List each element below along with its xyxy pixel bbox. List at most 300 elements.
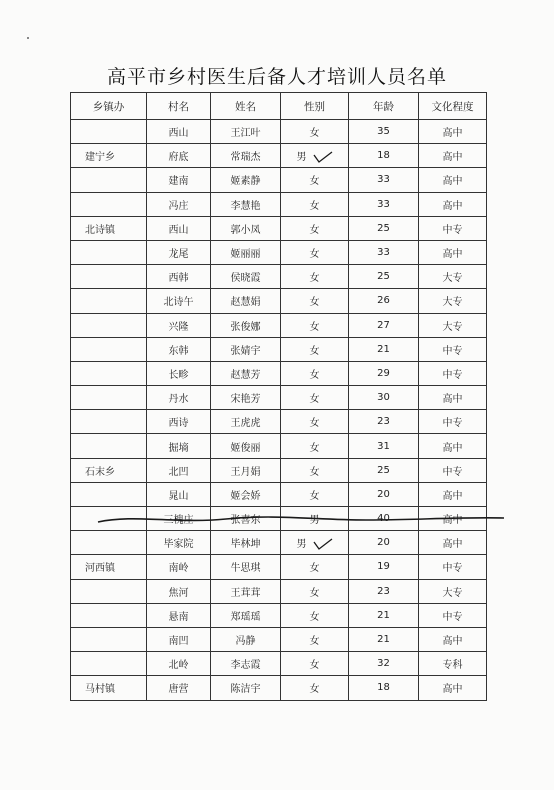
table-row: [71, 289, 487, 313]
table-row: [71, 386, 487, 410]
cell-village: [147, 144, 211, 168]
cell-education-text: 中专: [442, 369, 463, 381]
cell-name: [211, 337, 281, 361]
cell-gender: [281, 555, 349, 579]
cell-village-text: 北岭: [168, 660, 189, 672]
cell-village: [147, 337, 211, 361]
cell-age-text: 23: [377, 585, 390, 597]
cell-gender: [281, 482, 349, 506]
cell-education-text: 中专: [442, 345, 463, 357]
cell-age: [349, 652, 419, 676]
cell-gender: [281, 603, 349, 627]
cell-age-text: 26: [377, 295, 390, 307]
cell-gender-text: 女: [309, 249, 320, 261]
cell-name: [211, 216, 281, 240]
cell-education: [419, 361, 487, 385]
cell-education-text: 高中: [442, 636, 463, 648]
cell-age-text: 31: [377, 440, 390, 452]
cell-gender-text: 男: [296, 539, 307, 551]
cell-village-text: 长畛: [168, 369, 189, 381]
cell-age-text: 21: [377, 343, 390, 355]
table-row: [71, 434, 487, 458]
cell-township: [71, 482, 147, 506]
table-row: [71, 579, 487, 603]
cell-education-text: 中专: [442, 611, 463, 623]
cell-township: [71, 579, 147, 603]
cell-age: [349, 289, 419, 313]
cell-village: [147, 531, 211, 555]
roster-table: [70, 92, 487, 701]
cell-age-text: 20: [377, 537, 390, 549]
cell-township: [71, 240, 147, 264]
cell-township-text: 马村镇: [85, 684, 115, 696]
cell-gender: [281, 652, 349, 676]
col-header-name: 姓名: [211, 93, 281, 120]
table-row: [71, 603, 487, 627]
cell-village: [147, 216, 211, 240]
cell-township: [71, 337, 147, 361]
cell-age: [349, 579, 419, 603]
cell-gender-text: 女: [309, 466, 320, 478]
cell-gender-text: 男: [309, 515, 320, 527]
table-body: [71, 120, 487, 701]
cell-gender-text: 女: [309, 394, 320, 406]
handwritten-check-icon: [313, 538, 333, 550]
cell-education: [419, 337, 487, 361]
cell-gender: [281, 313, 349, 337]
cell-name-text: 张俊娜: [230, 321, 261, 333]
cell-name-text: 姬会娇: [230, 490, 261, 502]
cell-name: [211, 410, 281, 434]
cell-name-text: 牛思琪: [230, 563, 261, 575]
table-row: [71, 337, 487, 361]
cell-name-text: 王茸茸: [230, 587, 261, 599]
col-header-education: 文化程度: [419, 93, 487, 120]
header-row: [71, 93, 487, 120]
table-row: [71, 627, 487, 651]
cell-village-text: 北凹: [168, 466, 189, 478]
cell-gender: [281, 265, 349, 289]
cell-name: [211, 579, 281, 603]
cell-education: [419, 240, 487, 264]
col-header-age: 年龄: [349, 93, 419, 120]
cell-gender: [281, 192, 349, 216]
cell-gender-text: 女: [309, 345, 320, 357]
cell-village-text: 悬南: [168, 611, 189, 623]
cell-township: [71, 192, 147, 216]
cell-gender-text: 女: [309, 587, 320, 599]
cell-age: [349, 240, 419, 264]
cell-village-text: 龙尾: [168, 249, 189, 261]
cell-name: [211, 652, 281, 676]
cell-township: [71, 265, 147, 289]
cell-township: [71, 676, 147, 700]
cell-age: [349, 313, 419, 337]
cell-name-text: 赵慧芳: [230, 369, 261, 381]
cell-age: [349, 168, 419, 192]
cell-name: [211, 120, 281, 144]
scan-speck: [27, 37, 29, 39]
cell-education: [419, 313, 487, 337]
cell-gender-text: 女: [309, 418, 320, 430]
cell-township: [71, 386, 147, 410]
cell-name: [211, 458, 281, 482]
cell-name: [211, 361, 281, 385]
cell-gender: [281, 579, 349, 603]
cell-education: [419, 410, 487, 434]
cell-village: [147, 652, 211, 676]
cell-township: [71, 216, 147, 240]
cell-gender-text: 女: [309, 321, 320, 333]
cell-village-text: 府底: [168, 152, 189, 164]
cell-township: [71, 313, 147, 337]
cell-education: [419, 192, 487, 216]
cell-education: [419, 144, 487, 168]
cell-village-text: 三槐庄: [163, 515, 194, 527]
cell-township: [71, 289, 147, 313]
cell-village: [147, 313, 211, 337]
cell-gender: [281, 289, 349, 313]
cell-village: [147, 240, 211, 264]
cell-village-text: 毕家院: [163, 539, 194, 551]
cell-township: [71, 555, 147, 579]
cell-village-text: 西山: [168, 128, 189, 140]
cell-gender-text: 女: [309, 224, 320, 236]
cell-name-text: 常瑞杰: [230, 152, 261, 164]
cell-education: [419, 652, 487, 676]
cell-name-text: 王虎虎: [230, 418, 261, 430]
cell-name-text: 侯晓霞: [230, 273, 261, 285]
cell-name-text: 冯静: [235, 636, 256, 648]
cell-township: [71, 531, 147, 555]
cell-age: [349, 603, 419, 627]
cell-age: [349, 120, 419, 144]
cell-education: [419, 603, 487, 627]
cell-name-text: 张喜东: [230, 515, 261, 527]
col-header-township: 乡镇办: [71, 93, 147, 120]
cell-village: [147, 555, 211, 579]
cell-gender-text: 女: [309, 684, 320, 696]
cell-name-text: 郭小凤: [230, 224, 261, 236]
cell-village-text: 建南: [168, 176, 189, 188]
cell-village: [147, 168, 211, 192]
cell-gender-text: 女: [309, 200, 320, 212]
cell-age: [349, 482, 419, 506]
cell-education: [419, 289, 487, 313]
cell-age: [349, 144, 419, 168]
cell-name: [211, 555, 281, 579]
cell-township: [71, 120, 147, 144]
handwritten-strikethrough: [96, 508, 506, 530]
cell-education-text: 高中: [442, 128, 463, 140]
cell-name: [211, 627, 281, 651]
cell-name: [211, 168, 281, 192]
cell-education-text: 高中: [442, 394, 463, 406]
cell-age-text: 18: [377, 682, 390, 694]
cell-age: [349, 337, 419, 361]
cell-age-text: 32: [377, 658, 390, 670]
cell-township: [71, 144, 147, 168]
cell-education: [419, 482, 487, 506]
cell-education-text: 大专: [442, 297, 463, 309]
cell-education: [419, 434, 487, 458]
cell-education: [419, 216, 487, 240]
cell-age: [349, 361, 419, 385]
cell-education-text: 中专: [442, 563, 463, 575]
cell-township: [71, 458, 147, 482]
cell-village-text: 东韩: [168, 345, 189, 357]
cell-village-text: 兴隆: [168, 321, 189, 333]
cell-age-text: 25: [377, 222, 390, 234]
cell-education-text: 高中: [442, 442, 463, 454]
cell-village-text: 丹水: [168, 394, 189, 406]
cell-village: [147, 361, 211, 385]
cell-township-text: 河西镇: [85, 563, 115, 575]
cell-age: [349, 676, 419, 700]
cell-education-text: 中专: [442, 466, 463, 478]
cell-gender-text: 女: [309, 273, 320, 285]
cell-age: [349, 410, 419, 434]
cell-name-text: 王月娟: [230, 466, 261, 478]
cell-township: [71, 652, 147, 676]
cell-gender-text: 女: [309, 563, 320, 575]
cell-age-text: 21: [377, 609, 390, 621]
cell-village-text: 西韩: [168, 273, 189, 285]
cell-gender: [281, 531, 349, 555]
table-row: [71, 482, 487, 506]
cell-name-text: 毕林坤: [230, 539, 261, 551]
cell-name: [211, 192, 281, 216]
cell-education-text: 大专: [442, 587, 463, 599]
cell-village: [147, 289, 211, 313]
cell-age: [349, 192, 419, 216]
table-row: [71, 168, 487, 192]
cell-education: [419, 627, 487, 651]
cell-village: [147, 192, 211, 216]
cell-gender: [281, 361, 349, 385]
cell-village-text: 西诗: [168, 418, 189, 430]
table-row: [71, 652, 487, 676]
cell-age-text: 25: [377, 271, 390, 283]
cell-township: [71, 361, 147, 385]
cell-village: [147, 434, 211, 458]
cell-village: [147, 482, 211, 506]
cell-gender: [281, 120, 349, 144]
cell-age: [349, 458, 419, 482]
cell-name: [211, 482, 281, 506]
table-row: [71, 555, 487, 579]
cell-education: [419, 120, 487, 144]
cell-education: [419, 579, 487, 603]
cell-education-text: 高中: [442, 200, 463, 212]
cell-village-text: 焦河: [168, 587, 189, 599]
cell-education-text: 高中: [442, 539, 463, 551]
cell-name: [211, 531, 281, 555]
cell-gender: [281, 627, 349, 651]
cell-gender: [281, 240, 349, 264]
table-row: [71, 313, 487, 337]
cell-education-text: 高中: [442, 684, 463, 696]
cell-village: [147, 603, 211, 627]
col-header-village: 村名: [147, 93, 211, 120]
cell-village-text: 晁山: [168, 490, 189, 502]
cell-name-text: 李志霞: [230, 660, 261, 672]
cell-name: [211, 313, 281, 337]
table-row: [71, 676, 487, 700]
cell-gender: [281, 144, 349, 168]
cell-gender: [281, 216, 349, 240]
cell-name-text: 姬俊丽: [230, 442, 261, 454]
cell-village: [147, 410, 211, 434]
cell-village: [147, 579, 211, 603]
cell-education-text: 中专: [442, 224, 463, 236]
cell-township-text: 北诗镇: [85, 224, 115, 236]
cell-village-text: 掘墒: [168, 442, 189, 454]
cell-name: [211, 386, 281, 410]
table-row: [71, 531, 487, 555]
cell-gender-text: 女: [309, 660, 320, 672]
cell-education: [419, 531, 487, 555]
cell-gender: [281, 386, 349, 410]
cell-education: [419, 265, 487, 289]
cell-gender-text: 女: [309, 611, 320, 623]
cell-education: [419, 555, 487, 579]
cell-age-text: 29: [377, 367, 390, 379]
cell-education: [419, 676, 487, 700]
cell-name: [211, 240, 281, 264]
cell-gender-text: 男: [296, 152, 307, 164]
cell-name-text: 宋艳芳: [230, 394, 261, 406]
cell-gender-text: 女: [309, 297, 320, 309]
cell-age-text: 25: [377, 464, 390, 476]
cell-township: [71, 627, 147, 651]
table-row: [71, 265, 487, 289]
cell-age-text: 20: [377, 488, 390, 500]
col-header-gender: 性别: [281, 93, 349, 120]
cell-education-text: 专科: [442, 660, 463, 672]
table-row: [71, 458, 487, 482]
cell-age-text: 19: [377, 561, 390, 573]
cell-age-text: 18: [377, 150, 390, 162]
cell-age-text: 27: [377, 319, 390, 331]
table-row: [71, 240, 487, 264]
cell-age: [349, 386, 419, 410]
cell-name-text: 郑瑶瑶: [230, 611, 261, 623]
table-row: [71, 216, 487, 240]
cell-village: [147, 458, 211, 482]
cell-age: [349, 434, 419, 458]
cell-education-text: 中专: [442, 418, 463, 430]
cell-age-text: 40: [377, 513, 390, 525]
cell-village-text: 南岭: [168, 563, 189, 575]
cell-village: [147, 676, 211, 700]
cell-education: [419, 458, 487, 482]
cell-village: [147, 627, 211, 651]
handwritten-check-icon: [313, 151, 333, 163]
cell-village-text: 唐营: [168, 684, 189, 696]
cell-gender: [281, 458, 349, 482]
cell-name: [211, 434, 281, 458]
cell-name-text: 张婧宇: [230, 345, 261, 357]
cell-age-text: 30: [377, 392, 390, 404]
cell-gender-text: 女: [309, 442, 320, 454]
cell-name: [211, 289, 281, 313]
cell-gender: [281, 410, 349, 434]
cell-education-text: 高中: [442, 515, 463, 527]
cell-name: [211, 603, 281, 627]
cell-gender: [281, 337, 349, 361]
cell-township-text: 建宁乡: [85, 152, 115, 164]
cell-age: [349, 265, 419, 289]
cell-village-text: 冯庄: [168, 200, 189, 212]
cell-township: [71, 434, 147, 458]
cell-name-text: 姬丽丽: [230, 249, 261, 261]
cell-gender-text: 女: [309, 636, 320, 648]
cell-gender-text: 女: [309, 490, 320, 502]
cell-village: [147, 120, 211, 144]
cell-education-text: 大专: [442, 321, 463, 333]
cell-gender-text: 女: [309, 176, 320, 188]
table-row: [71, 410, 487, 434]
table-row: [71, 361, 487, 385]
cell-age-text: 33: [377, 247, 390, 259]
cell-age-text: 21: [377, 634, 390, 646]
cell-gender-text: 女: [309, 369, 320, 381]
table-row: [71, 192, 487, 216]
document-title: 高平市乡村医生后备人才培训人员名单: [106, 66, 447, 88]
cell-age-text: 35: [377, 126, 390, 138]
cell-name-text: 王江叶: [230, 128, 261, 140]
cell-education-text: 高中: [442, 249, 463, 261]
cell-village-text: 西山: [168, 224, 189, 236]
cell-village: [147, 265, 211, 289]
cell-age: [349, 555, 419, 579]
cell-gender: [281, 434, 349, 458]
cell-name-text: 姬素静: [230, 176, 261, 188]
cell-education-text: 高中: [442, 490, 463, 502]
cell-education-text: 高中: [442, 152, 463, 164]
cell-name-text: 陈洁宇: [230, 684, 261, 696]
cell-gender-text: 女: [309, 128, 320, 140]
cell-age: [349, 531, 419, 555]
cell-township: [71, 168, 147, 192]
cell-village-text: 南凹: [168, 636, 189, 648]
cell-age-text: 23: [377, 416, 390, 428]
cell-age-text: 33: [377, 198, 390, 210]
cell-gender: [281, 168, 349, 192]
cell-education-text: 高中: [442, 176, 463, 188]
cell-age: [349, 627, 419, 651]
cell-name-text: 李慧艳: [230, 200, 261, 212]
cell-village: [147, 386, 211, 410]
cell-name: [211, 144, 281, 168]
cell-township: [71, 410, 147, 434]
cell-education-text: 大专: [442, 273, 463, 285]
cell-name: [211, 265, 281, 289]
cell-name: [211, 676, 281, 700]
cell-name-text: 赵慧娟: [230, 297, 261, 309]
cell-education: [419, 386, 487, 410]
cell-township-text: 石末乡: [85, 466, 115, 478]
table-row: [71, 144, 487, 168]
cell-age-text: 33: [377, 174, 390, 186]
cell-age: [349, 216, 419, 240]
cell-township: [71, 603, 147, 627]
cell-gender: [281, 676, 349, 700]
cell-education: [419, 168, 487, 192]
cell-village-text: 北诗午: [163, 297, 194, 309]
table-row: [71, 120, 487, 144]
